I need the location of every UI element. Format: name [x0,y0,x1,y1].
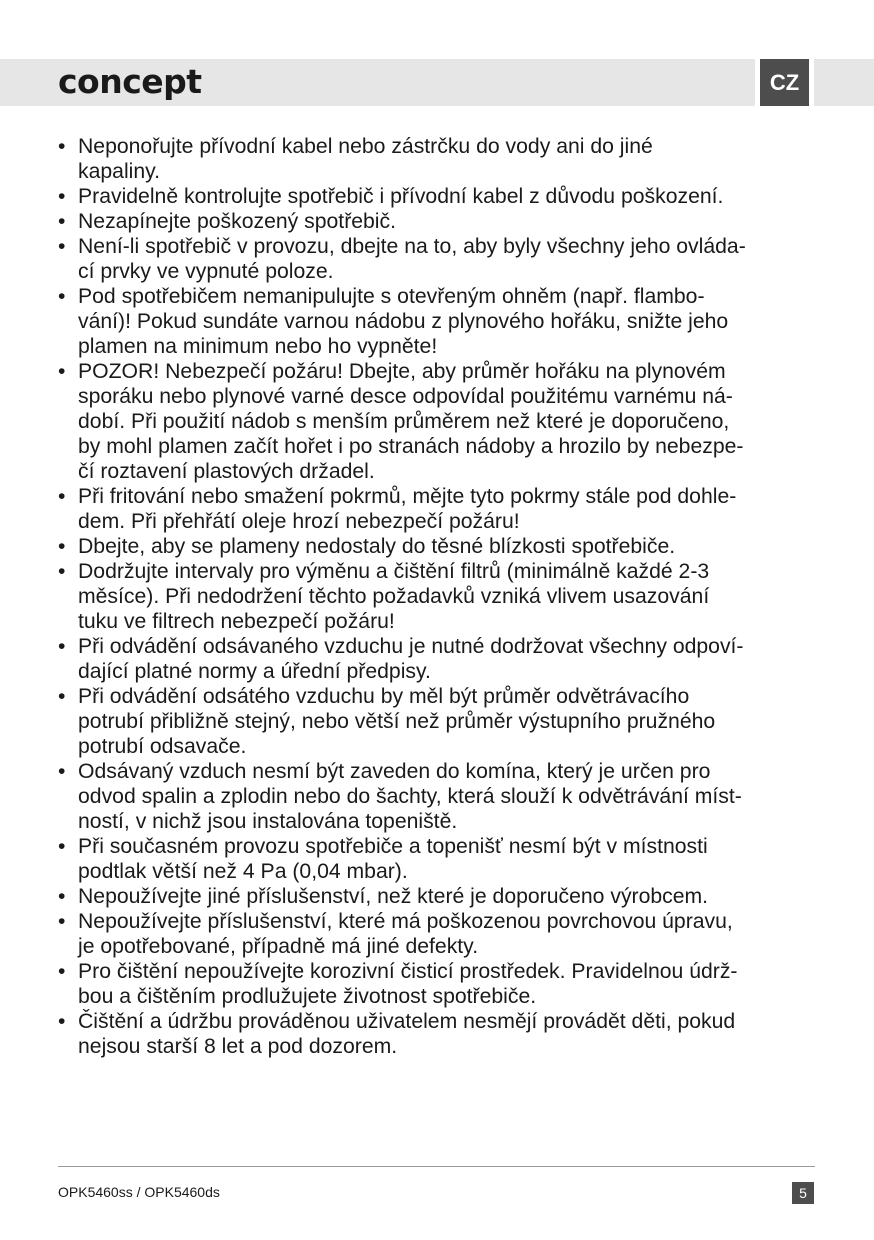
page-number: 5 [792,1182,814,1204]
list-item-line: ností, v nichž jsou instalována topeniště. [78,810,458,833]
bullet-icon: • [58,210,66,233]
bullet-icon: • [58,235,66,258]
list-item [58,884,818,909]
model-number: OPK5460ss / OPK5460ds [58,1184,220,1200]
bullet-icon: • [58,835,66,858]
bullet-icon: • [58,485,66,508]
list-item [58,759,818,834]
list-item-line: čí roztavení plastových držadel. [78,460,375,483]
list-item [58,484,818,534]
footer-divider [58,1166,815,1167]
bullet-icon: • [58,360,66,383]
list-item-line: sporáku nebo plynové varné desce odpovídal použitému varnému ná- [78,385,733,408]
list-item-line: tuku ve filtrech nebezpečí požáru! [78,610,395,633]
list-item-line: nejsou starší 8 let a pod dozorem. [78,1035,398,1058]
list-item-line: potrubí odsavače. [78,735,247,758]
bullet-icon: • [58,685,66,708]
bullet-icon: • [58,135,66,158]
bullet-icon: • [58,1010,66,1033]
bullet-icon: • [58,760,66,783]
list-item [58,1009,818,1059]
list-item [58,834,818,884]
list-item-line: Při fritování nebo smažení pokrmů, mějte tyto pokrmy stále pod dohle- [78,485,737,508]
bullet-icon: • [58,635,66,658]
list-item-line: je opotřebované, případně má jiné defekty. [78,935,479,958]
list-item-line: vání)! Pokud sundáte varnou nádobu z plynového hořáku, snižte jeho [78,310,729,333]
list-item-line: POZOR! Nebezpečí požáru! Dbejte, aby průměr hořáku na plynovém [78,360,726,383]
list-item-line: by mohl plamen začít hořet i po stranách nádoby a hrozilo by nebezpe- [78,435,744,458]
list-item [58,534,818,559]
list-item-line: Nepoužívejte jiné příslušenství, než které je doporučeno výrobcem. [78,885,709,908]
list-item-line: podtlak větší než 4 Pa (0,04 mbar). [78,860,408,883]
bullet-icon: • [58,560,66,583]
list-item [58,959,818,1009]
header-divider [809,59,814,106]
list-item [58,684,818,759]
list-item-line: Neponořujte přívodní kabel nebo zástrčku do vody ani do jiné [78,135,653,158]
list-item [58,134,818,184]
list-item-line: Čištění a údržbu prováděnou uživatelem nesmějí provádět děti, pokud [78,1010,736,1033]
list-item [58,559,818,634]
list-item [58,634,818,684]
list-item-line: kapaliny. [78,160,161,183]
list-item [58,234,818,284]
list-item-line: Při odvádění odsávaného vzduchu je nutné dodržovat všechny odpoví- [78,635,744,658]
list-item [58,359,818,484]
list-item-line: Odsávaný vzduch nesmí být zaveden do komína, který je určen pro [78,760,711,783]
safety-instructions [58,134,818,1059]
language-badge: CZ [760,59,809,106]
list-item [58,909,818,959]
list-item-line: dobí. Při použití nádob s menším průměrem než které je doporučeno, [78,410,730,433]
bullet-icon: • [58,285,66,308]
bullet-icon: • [58,960,66,983]
list-item-line: bou a čištěním prodlužujete životnost spotřebiče. [78,985,537,1008]
list-item-line: Nepoužívejte příslušenství, které má poškozenou povrchovou úpravu, [78,910,733,933]
bullet-icon: • [58,910,66,933]
list-item-line: dem. Při přehřátí oleje hrozí nebezpečí požáru! [78,510,520,533]
list-item [58,284,818,359]
list-item-line: měsíce). Při nedodržení těchto požadavků vzniká vlivem usazování [78,585,710,608]
list-item-line: Pod spotřebičem nemanipulujte s otevřeným ohněm (např. flambo- [78,285,705,308]
list-item-line: plamen na minimum nebo ho vypněte! [78,335,438,358]
list-item-line: Není-li spotřebič v provozu, dbejte na to, aby byly všechny jeho ovláda- [78,235,746,258]
list-item-line: odvod spalin a zplodin nebo do šachty, která slouží k odvětrávání míst- [78,785,742,808]
list-item-line: cí prvky ve vypnuté poloze. [78,260,334,283]
list-item-line: Pro čištění nepoužívejte korozivní čisticí prostředek. Pravidelnou údrž- [78,960,738,983]
list-item [58,209,818,234]
list-item-line: potrubí přibližně stejný, nebo větší než průměr výstupního pružného [78,710,716,733]
instruction-list [58,134,818,1059]
list-item-line: Nezapínejte poškozený spotřebič. [78,210,396,233]
list-item [58,184,818,209]
bullet-icon: • [58,885,66,908]
bullet-icon: • [58,535,66,558]
list-item-line: Při odvádění odsátého vzduchu by měl být průměr odvětrávacího [78,685,690,708]
list-item-line: Dbejte, aby se plameny nedostaly do těsné blízkosti spotřebiče. [78,535,676,558]
list-item-line: Dodržujte intervaly pro výměnu a čištění filtrů (minimálně každé 2-3 [78,560,710,583]
list-item-line: Pravidelně kontrolujte spotřebič i přívodní kabel z důvodu poškození. [78,185,724,208]
list-item-line: Při současném provozu spotřebiče a topenišť nesmí být v místnosti [78,835,708,858]
list-item-line: dající platné normy a úřední předpisy. [78,660,431,683]
brand-logo: concept [58,62,202,101]
bullet-icon: • [58,185,66,208]
